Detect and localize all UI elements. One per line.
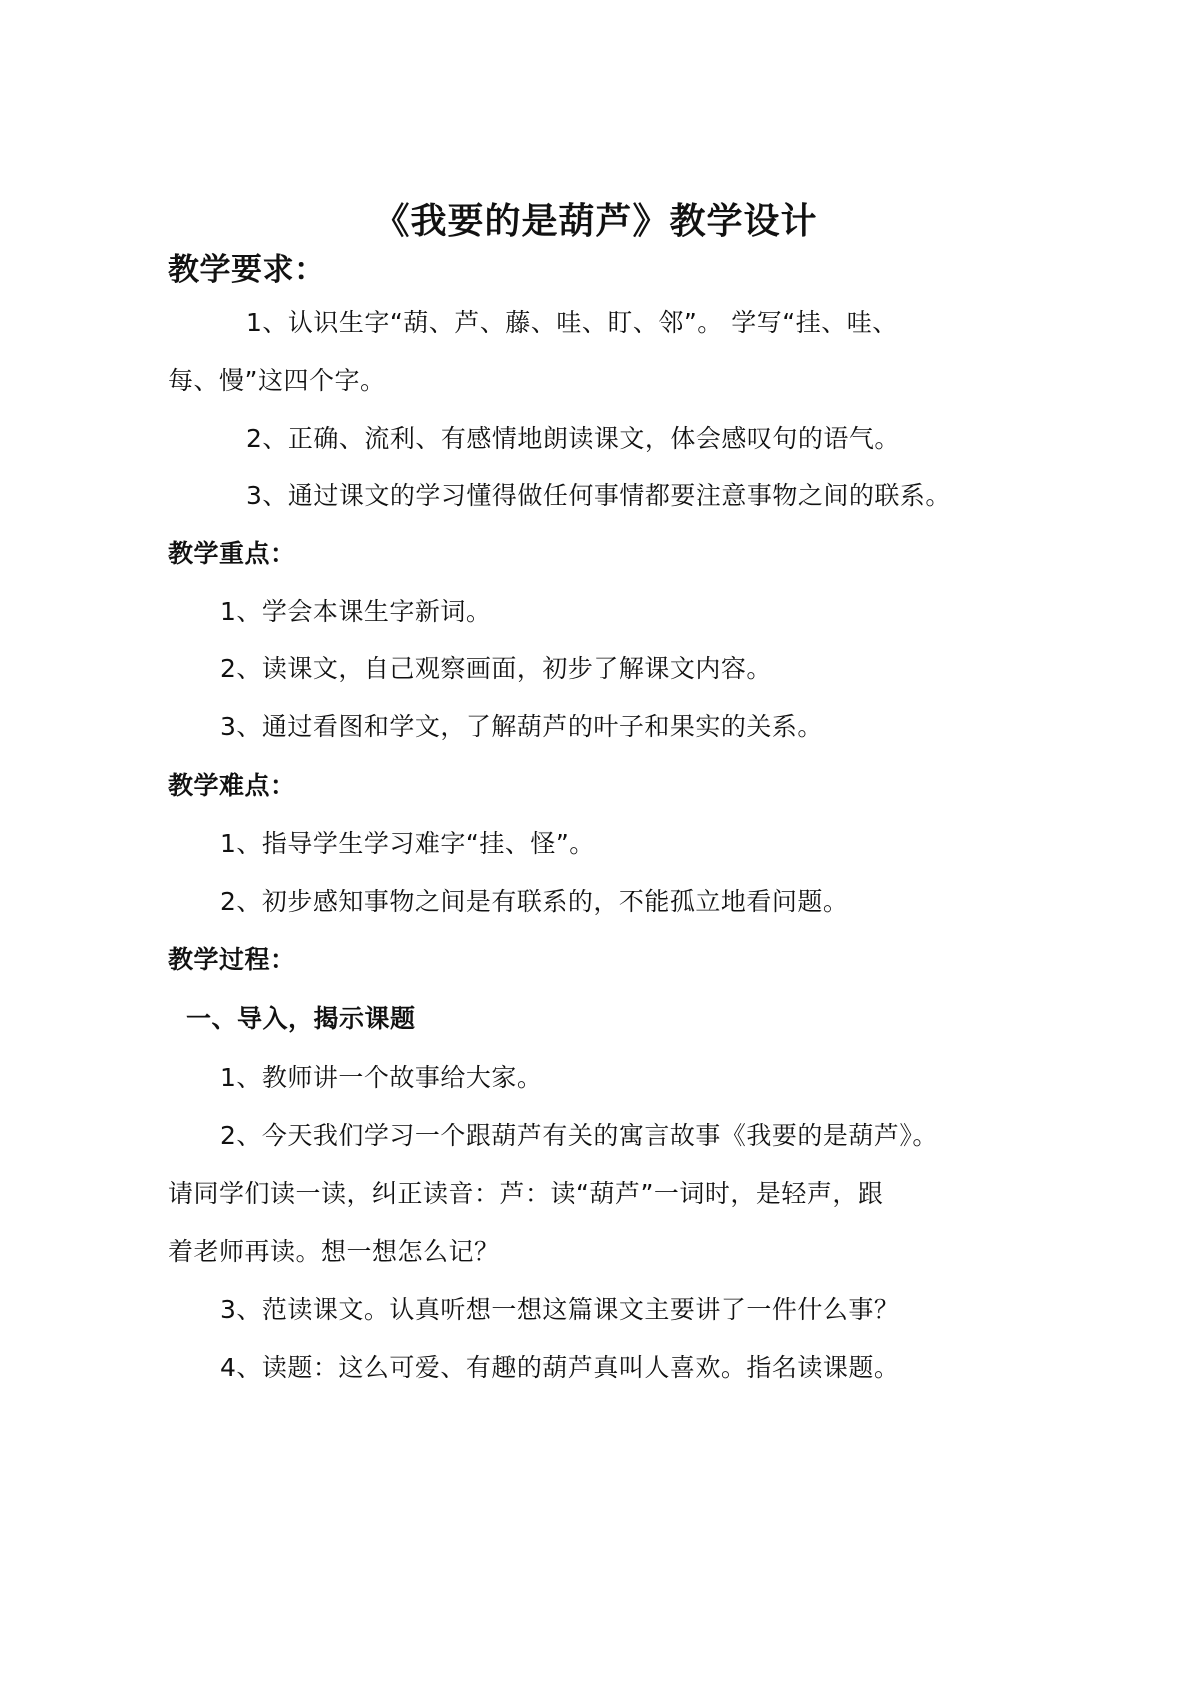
requirement-item-3: 3、通过课文的学习懂得做任何事情都要注意事物之间的联系。 xyxy=(246,481,951,510)
key-point-item: 3、通过看图和学文，了解葫芦的叶子和果实的关系。 xyxy=(220,712,823,741)
process-step-4: 4、读题：这么可爱、有趣的葫芦真叫人喜欢。指名读课题。 xyxy=(220,1353,900,1382)
process-step-2-line-3: 着老师再读。想一想怎么记？ xyxy=(168,1237,500,1266)
requirement-item-1-line-1: 1、认识生字“葫、芦、藤、哇、盯、邻”。 学写“挂、哇、 xyxy=(246,308,898,337)
requirement-item-1-line-2: 每、慢”这四个字。 xyxy=(168,366,386,395)
key-point-item: 2、读课文，自己观察画面，初步了解课文内容。 xyxy=(220,654,772,683)
process-step-2-line-1: 2、今天我们学习一个跟葫芦有关的寓言故事《我要的是葫芦》。 xyxy=(220,1121,938,1150)
difficulty-item: 2、初步感知事物之间是有联系的，不能孤立地看问题。 xyxy=(220,887,849,916)
document-title: 《我要的是葫芦》教学设计 xyxy=(373,201,818,242)
requirement-item-2: 2、正确、流利、有感情地朗读课文，体会感叹句的语气。 xyxy=(246,424,900,453)
process-step-2-line-2: 请同学们读一读，纠正读音：芦：读“葫芦”一词时，是轻声，跟 xyxy=(168,1179,884,1208)
key-points-heading: 教学重点： xyxy=(168,539,296,568)
section-1-heading: 一、导入，揭示课题 xyxy=(186,1004,416,1033)
requirements-heading: 教学要求： xyxy=(168,252,326,288)
key-point-item: 1、学会本课生字新词。 xyxy=(220,597,492,626)
difficulties-heading: 教学难点： xyxy=(168,771,296,800)
process-heading: 教学过程： xyxy=(168,945,296,974)
process-step-1: 1、教师讲一个故事给大家。 xyxy=(220,1063,543,1092)
process-step-3: 3、范读课文。认真听想一想这篇课文主要讲了一件什么事？ xyxy=(220,1295,900,1324)
difficulty-item: 1、指导学生学习难字“挂、怪”。 xyxy=(220,829,595,858)
